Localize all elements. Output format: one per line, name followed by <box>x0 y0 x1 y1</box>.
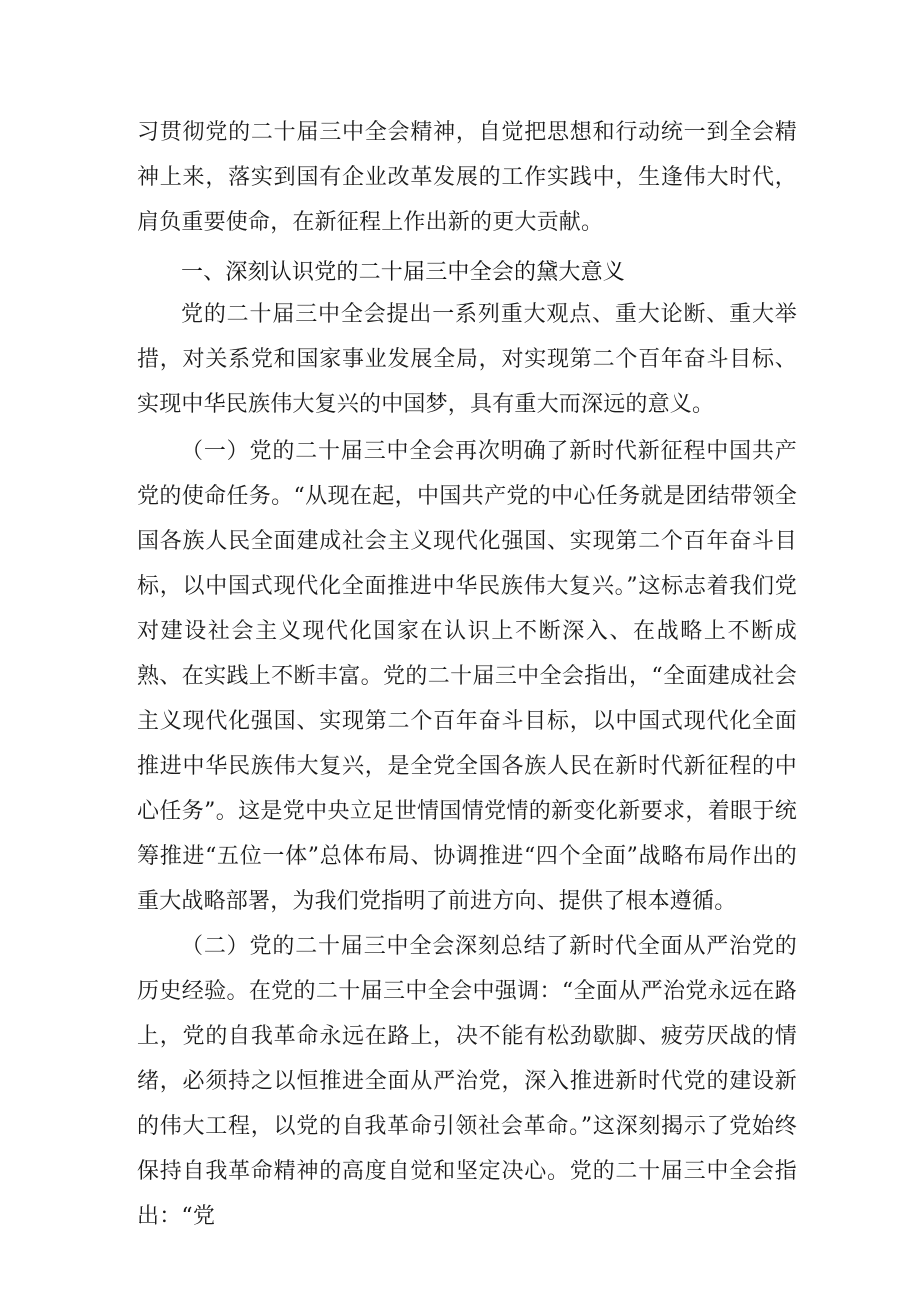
intro-paragraph-block <box>137 110 797 245</box>
subsection-one-block <box>137 429 797 924</box>
intro-paragraph: 习贯彻党的二十届三中全会精神，自觉把思想和行动统一到全会精神上来，落实到国有企业改革发展的工作实践中，生逢伟大时代，肩负重要使命，在新征程上作出新的更大贡献。 <box>137 120 797 235</box>
subsection-one-paragraph: （一）党的二十届三中全会再次明确了新时代新征程中国共产党的使命任务。“从现在起，中国共产党的中心任务就是团结带领全国各族人民全面建成社会主义现代化强国、实现第二个百年奋斗目标，以中国式现代化全面推进中华民族伟大复兴。”这标志着我们党对建设社会主义现代化国家在认识上不断深入、在战略上不断成熟、在实践上不断丰富。党的二十届三中全会指出，“全面建成社会主义现代化强国、实现第二个百年奋斗目标，以中国式现代化全面推进中华民族伟大复兴，是全党全国各族人民在新时代新征程的中心任务”。这是党中央立足世情国情党情的新变化新要求，着眼于统筹推进“五位一体”总体布局、协调推进“四个全面”战略布局作出的重大战略部署，为我们党指明了前进方向、提供了根本遵循。 <box>137 439 797 914</box>
subsection-two-paragraph: （二）党的二十届三中全会深刻总结了新时代全面从严治党的历史经验。在党的二十届三中全会中强调：“全面从严治党永远在路上，党的自我革命永远在路上，决不能有松劲歇脚、疲劳厌战的情绪，必须持之以恒推进全面从严治党，深入推进新时代党的建设新的伟大工程，以党的自我革命引领社会革命。”这深刻揭示了党始终保持自我革命精神的高度自觉和坚定决心。党的二十届三中全会指出：“党 <box>137 934 797 1229</box>
subsection-two-block <box>137 924 797 1239</box>
section-heading: 一、深刻认识党的二十届三中全会的黛大意义 <box>181 260 626 285</box>
lead-paragraph: 党的二十届三中全会提出一系列重大观点、重大论断、重大举措，对关系党和国家事业发展全局，对实现第二个百年奋斗目标、实现中华民族伟大复兴的中国梦，具有重大而深远的意义。 <box>137 302 797 417</box>
section-one-heading-block <box>137 250 797 295</box>
lead-paragraph-block <box>137 292 797 427</box>
